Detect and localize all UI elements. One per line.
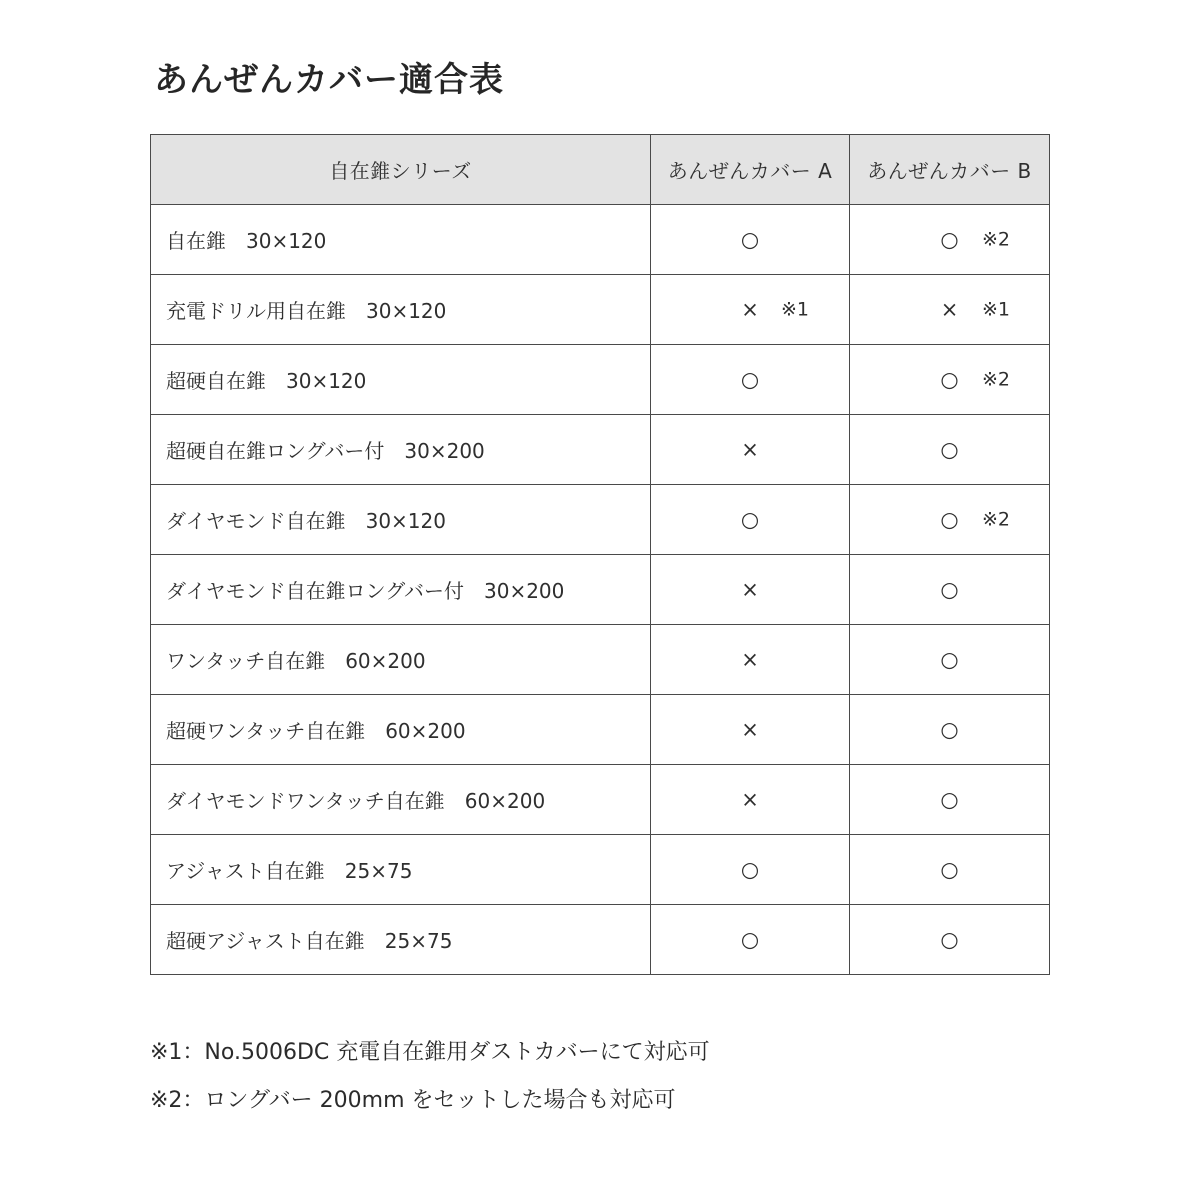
compatibility-mark: × [741,437,759,461]
compatibility-mark: ○ [940,787,959,811]
series-name-cell: アジャスト自在錐 25×75 [151,835,651,905]
table-row [151,765,1050,835]
compatibility-mark: ○ [940,717,959,741]
series-name-cell: 超硬自在錐ロングバー付 30×200 [151,415,651,485]
header-cover-b: あんぜんカバー B [850,135,1050,205]
cover-a-cell [651,835,850,905]
cover-b-cell [850,415,1050,485]
table-row [151,485,1050,555]
table-row [151,905,1050,975]
table-row [151,555,1050,625]
compatibility-mark: ○ [940,507,959,531]
series-name-cell: 超硬アジャスト自在錐 25×75 [151,905,651,975]
page-title: あんぜんカバー適合表 [154,60,504,100]
compatibility-mark: × [741,787,759,811]
cover-a-cell [651,485,850,555]
cover-b-cell [850,835,1050,905]
cover-b-cell [850,275,1050,345]
table-row [151,205,1050,275]
compatibility-mark: × [741,297,759,321]
series-name-cell: ダイヤモンド自在錐 30×120 [151,485,651,555]
note-reference: ※2 [982,368,1011,390]
compatibility-mark: ○ [740,507,760,531]
series-name-cell: ダイヤモンド自在錐ロングバー付 30×200 [151,555,651,625]
cover-b-cell [850,625,1050,695]
table-row [151,835,1050,905]
table-row [151,345,1050,415]
compatibility-mark: × [741,647,759,671]
cover-b-cell [850,345,1050,415]
table-row [151,625,1050,695]
series-name-cell: ダイヤモンドワンタッチ自在錐 60×200 [151,765,651,835]
cover-b-cell [850,485,1050,555]
cover-b-cell [850,905,1050,975]
cover-b-cell [850,695,1050,765]
compatibility-mark: ○ [940,367,959,391]
compatibility-mark: × [741,577,759,601]
compatibility-mark: ○ [740,227,760,251]
footnote-2: ※2：ロングバー 200mm をセットした場合も対応可 [150,1088,676,1113]
table-row [151,695,1050,765]
cover-a-cell [651,765,850,835]
cover-a-cell [651,695,850,765]
cover-a-cell [651,205,850,275]
table-row [151,275,1050,345]
footnote-1: ※1：No.5006DC 充電自在錐用ダストカバーにて対応可 [150,1040,710,1065]
cover-b-cell [850,555,1050,625]
compatibility-mark: ○ [940,227,959,251]
cover-b-cell [850,205,1050,275]
compatibility-mark: × [940,297,959,321]
table-header-row [151,135,1050,205]
compatibility-mark: ○ [740,857,760,881]
note-reference: ※2 [982,228,1011,250]
cover-a-cell [651,625,850,695]
note-reference: ※1 [781,298,810,320]
note-reference: ※2 [982,508,1011,530]
series-name-cell: 超硬ワンタッチ自在錐 60×200 [151,695,651,765]
cover-a-cell [651,555,850,625]
cover-a-cell [651,275,850,345]
series-name-cell: ワンタッチ自在錐 60×200 [151,625,651,695]
compatibility-mark: ○ [940,577,959,601]
cover-a-cell [651,415,850,485]
compatibility-mark: ○ [740,927,760,951]
compatibility-table [150,134,1050,975]
table-body [151,205,1050,975]
note-reference: ※1 [982,298,1011,320]
header-series: 自在錐シリーズ [151,135,651,205]
compatibility-mark: ○ [940,647,959,671]
compatibility-mark: ○ [940,437,959,461]
series-name-cell: 充電ドリル用自在錐 30×120 [151,275,651,345]
compatibility-mark: × [741,717,759,741]
series-name-cell: 自在錐 30×120 [151,205,651,275]
table-row [151,415,1050,485]
compatibility-mark: ○ [740,367,760,391]
cover-a-cell [651,905,850,975]
footnotes [150,1036,710,1132]
cover-a-cell [651,345,850,415]
compatibility-mark: ○ [940,857,959,881]
compatibility-mark: ○ [940,927,959,951]
cover-b-cell [850,765,1050,835]
series-name-cell: 超硬自在錐 30×120 [151,345,651,415]
header-cover-a: あんぜんカバー A [651,135,850,205]
